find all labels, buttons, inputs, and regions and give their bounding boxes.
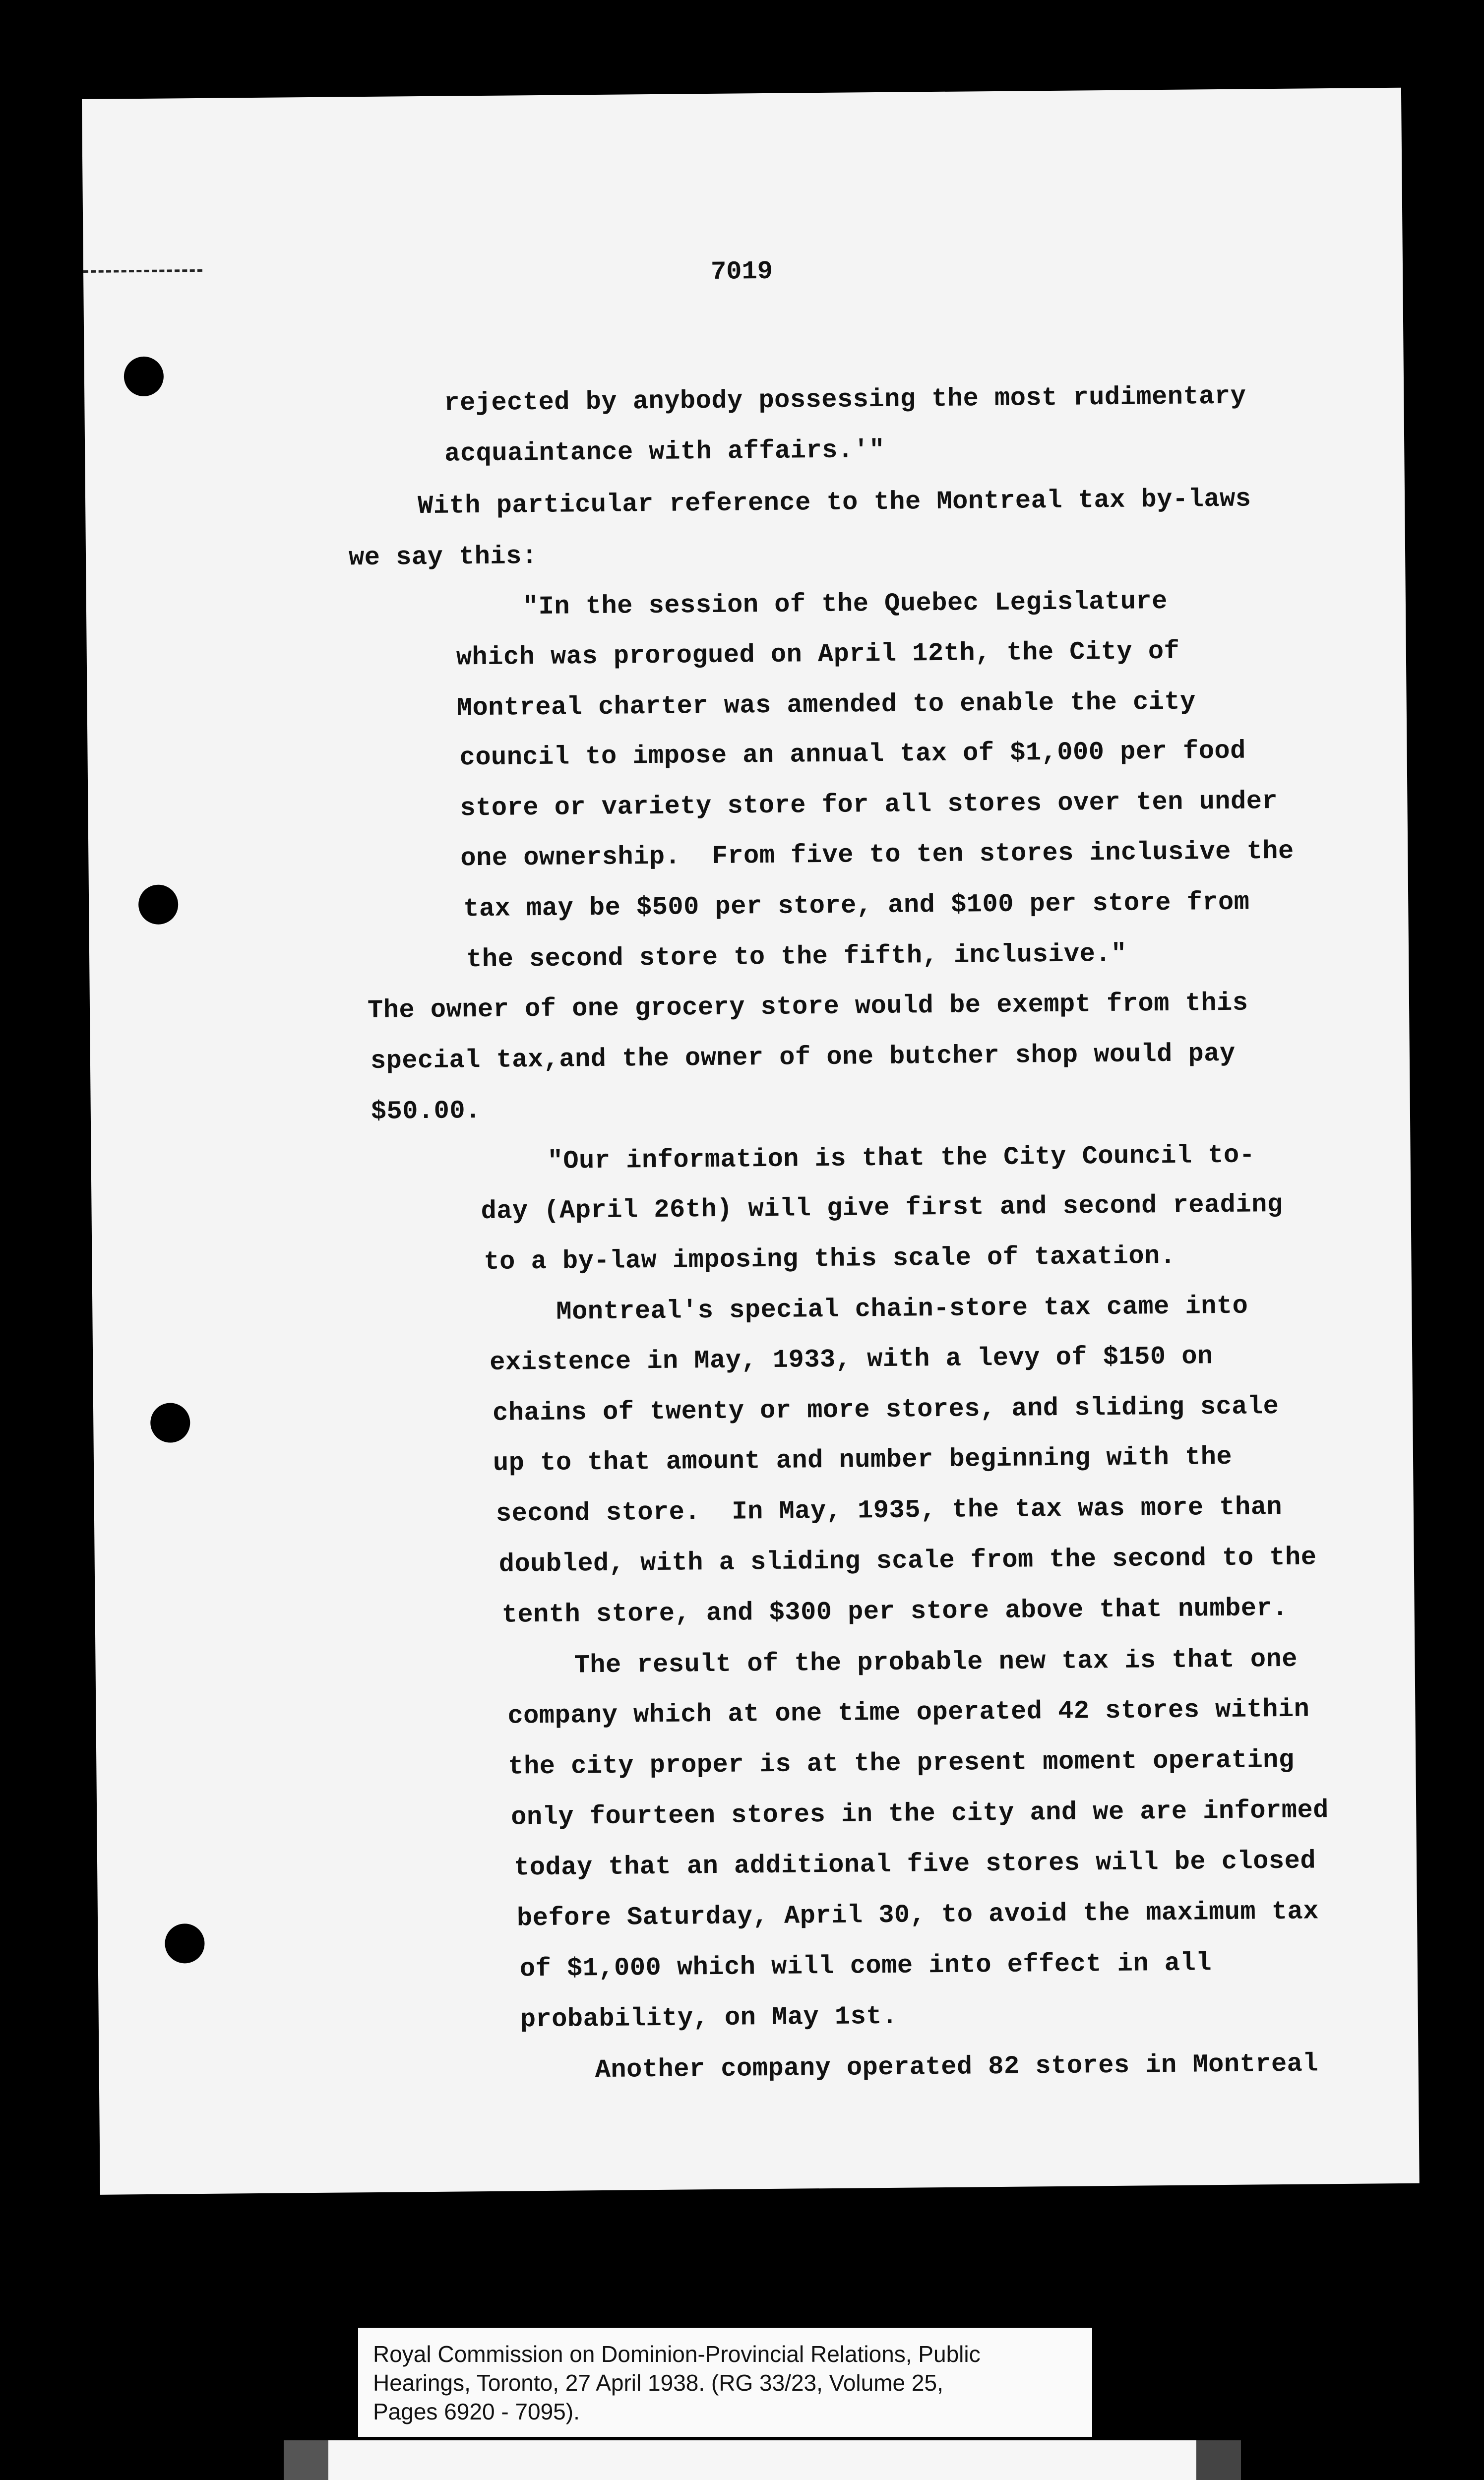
text-line: doubled, with a sliding scale from the second to the <box>498 1543 1317 1579</box>
page-number: 7019 <box>710 256 773 287</box>
text-line: today that an additional five stores will be closed <box>513 1846 1316 1883</box>
punch-hole <box>165 1923 205 1964</box>
text-line: only fourteen stores in the city and we are informed <box>511 1796 1329 1832</box>
text-line: the city proper is at the present moment operating <box>508 1745 1295 1782</box>
punch-hole <box>150 1403 190 1443</box>
text-line: second store. In May, 1935, the tax was more than <box>495 1492 1283 1529</box>
text-line: one ownership. From five to ten stores inclusive the <box>460 836 1294 873</box>
text-line: rejected by anybody possessing the most rudimentary <box>444 381 1246 418</box>
text-line: tenth store, and $300 per store above that number. <box>501 1593 1289 1630</box>
text-line: Montreal's special chain-store tax came into <box>556 1291 1248 1327</box>
label-line: Pages 6920 - 7095). <box>373 2399 580 2424</box>
text-line: day (April 26th) will give first and second reading <box>481 1189 1283 1227</box>
punch-hole <box>138 884 179 925</box>
text-line: The result of the probable new tax is that one <box>574 1644 1298 1680</box>
document-page <box>82 88 1420 2195</box>
label-line: Hearings, Toronto, 27 April 1938. (RG 33/23, Volume 25, <box>373 2370 943 2396</box>
text-line: "In the session of the Quebec Legislature <box>522 586 1168 622</box>
text-line: With particular reference to the Montreal tax by-laws <box>417 484 1251 521</box>
text-line: before Saturday, April 30, to avoid the maximum tax <box>516 1897 1319 1933</box>
text-line: council to impose an annual tax of $1,000 per food <box>459 736 1246 773</box>
text-line: Another company operated 82 stores in Montreal <box>595 2049 1319 2085</box>
archival-label <box>358 2328 1092 2437</box>
archives-stamp <box>284 2440 1241 2480</box>
text-line: store or variety store for all stores over ten under <box>460 787 1278 823</box>
text-line: we say this: <box>348 542 538 573</box>
label-line: Royal Commission on Dominion-Provincial Relations, Public <box>373 2341 981 2367</box>
text-line: the second store to the fifth, inclusive." <box>466 939 1127 975</box>
text-line: The owner of one grocery store would be exempt from this <box>367 988 1248 1026</box>
text-line: special tax,and the owner of one butcher shop would pay <box>370 1039 1236 1076</box>
text-line: $50.00. <box>371 1096 482 1126</box>
text-line: to a by-law imposing this scale of taxation. <box>484 1241 1176 1277</box>
text-line: acquaintance with affairs.'" <box>444 435 885 469</box>
text-line: which was prorogued on April 12th, the City of <box>456 636 1180 673</box>
text-line: of $1,000 which will come into effect in all <box>519 1948 1212 1984</box>
text-line: tax may be $500 per store, and $100 per store from <box>463 887 1250 924</box>
text-line: Montreal charter was amended to enable the city <box>456 687 1196 723</box>
text-line: "Our information is that the City Council to- <box>547 1140 1255 1176</box>
text-line: chains of twenty or more stores, and sliding scale <box>492 1392 1279 1428</box>
text-line: existence in May, 1933, with a levy of $150 on <box>490 1342 1213 1377</box>
margin-mark <box>83 269 202 273</box>
text-line: probability, on May 1st. <box>520 2001 898 2035</box>
text-line: company which at one time operated 42 stores within <box>507 1694 1310 1731</box>
text-line: up to that amount and number beginning with the <box>493 1442 1233 1478</box>
punch-hole <box>124 357 164 397</box>
